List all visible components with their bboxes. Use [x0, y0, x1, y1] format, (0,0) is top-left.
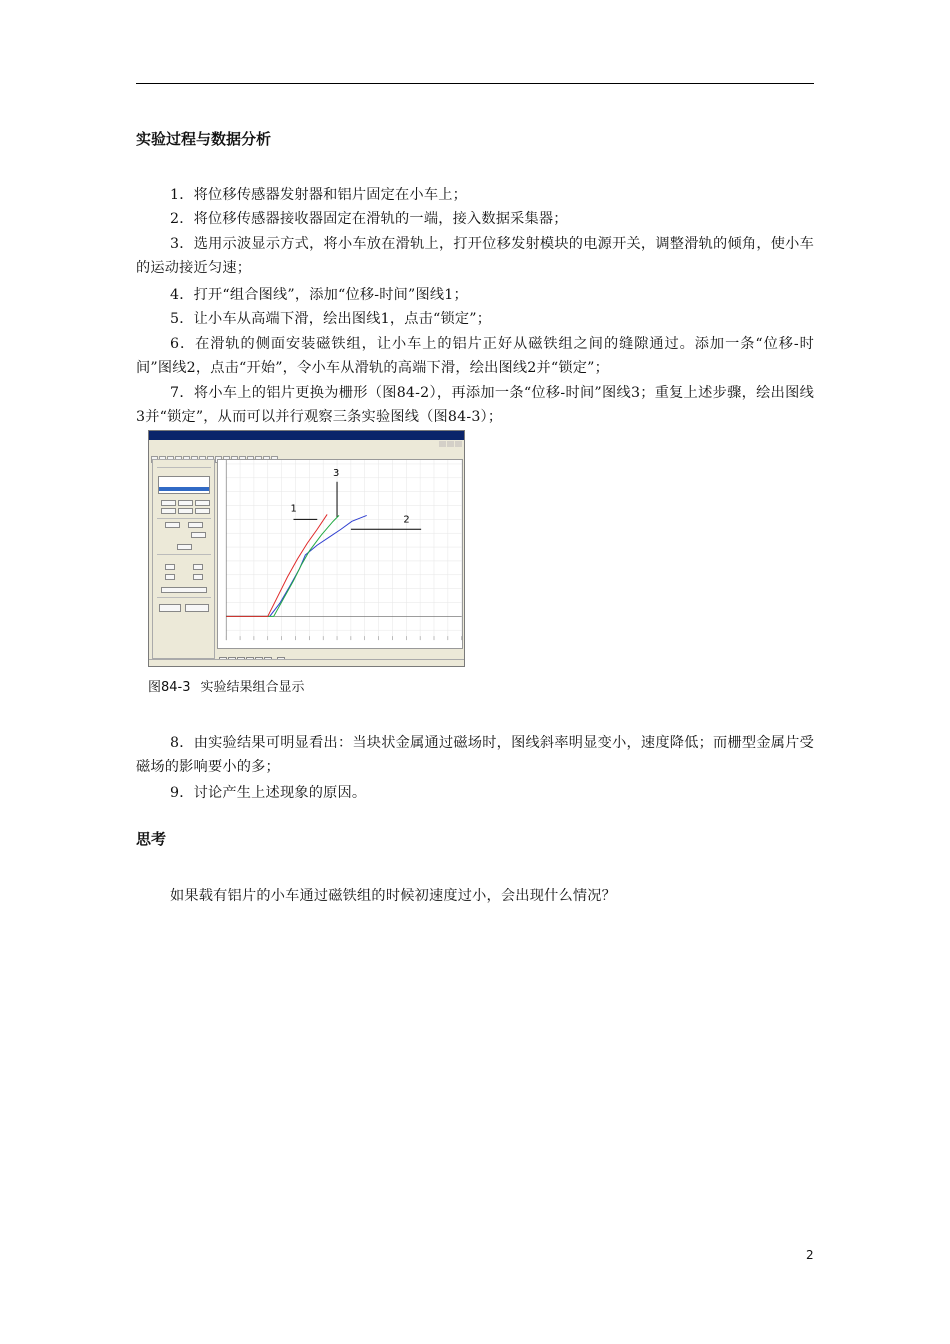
control-panel	[152, 459, 215, 659]
thinking-question: 如果载有铝片的小车通过磁铁组的时候初速度过小，会出现什么情况？	[170, 888, 617, 904]
figure-caption-text: 实验结果组合显示	[200, 680, 305, 695]
page-number: 2	[806, 1248, 814, 1262]
curve-label-1: 1	[290, 503, 297, 515]
step-1: 1．将位移传感器发射器和铝片固定在小车上；	[170, 187, 467, 203]
curve-label-3: 3	[333, 467, 340, 479]
curve-list	[158, 476, 210, 494]
figure-number: 图84-3	[148, 680, 191, 695]
step-8: 8．由实验结果可明显看出：当块状金属通过磁场时，图线斜率明显变小，速度降低；而栅型金属片受磁场的影响要小的多；	[136, 735, 814, 775]
header-rule	[136, 83, 814, 84]
curve-3	[226, 515, 339, 616]
figure-caption	[148, 676, 315, 695]
graph-plot-area	[217, 459, 463, 649]
step-6: 6．在滑轨的侧面安装磁铁组，让小车上的铝片正好从磁铁组之间的缝隙通过。添加一条“位移-时间”图线2，点击“开始”，令小车从滑轨的高端下滑，绘出图线2并“锁定”；	[136, 336, 814, 376]
window-statusbar	[149, 659, 464, 666]
step-5: 5．让小车从高端下滑，绘出图线1，点击“锁定”；	[170, 311, 492, 327]
curve-2	[226, 515, 367, 616]
step-9: 9．讨论产生上述现象的原因。	[170, 785, 367, 801]
window-titlebar	[149, 431, 464, 440]
window-toolbar	[151, 448, 279, 457]
curve-1	[226, 514, 327, 616]
section-title-thinking: 思考	[136, 830, 167, 848]
figure-screenshot	[148, 430, 465, 667]
window-menubar	[149, 440, 464, 447]
step-3: 3．选用示波显示方式，将小车放在滑轨上，打开位移发射模块的电源开关，调整滑轨的倾角，使小车的运动接近匀速；	[136, 236, 814, 276]
graph-toolbar	[219, 650, 286, 659]
step-4: 4．打开“组合图线”，添加“位移-时间”图线1；	[170, 287, 468, 303]
step-7: 7．将小车上的铝片更换为栅形（图84-2），再添加一条“位移-时间”图线3；重复上述步骤，绘出图线3并“锁定”，从而可以并行观察三条实验图线（图84-3）；	[136, 385, 814, 425]
curve-label-2: 2	[403, 514, 410, 526]
step-2: 2．将位移传感器接收器固定在滑轨的一端，接入数据采集器；	[170, 211, 568, 227]
section-title-procedure: 实验过程与数据分析	[136, 130, 272, 148]
